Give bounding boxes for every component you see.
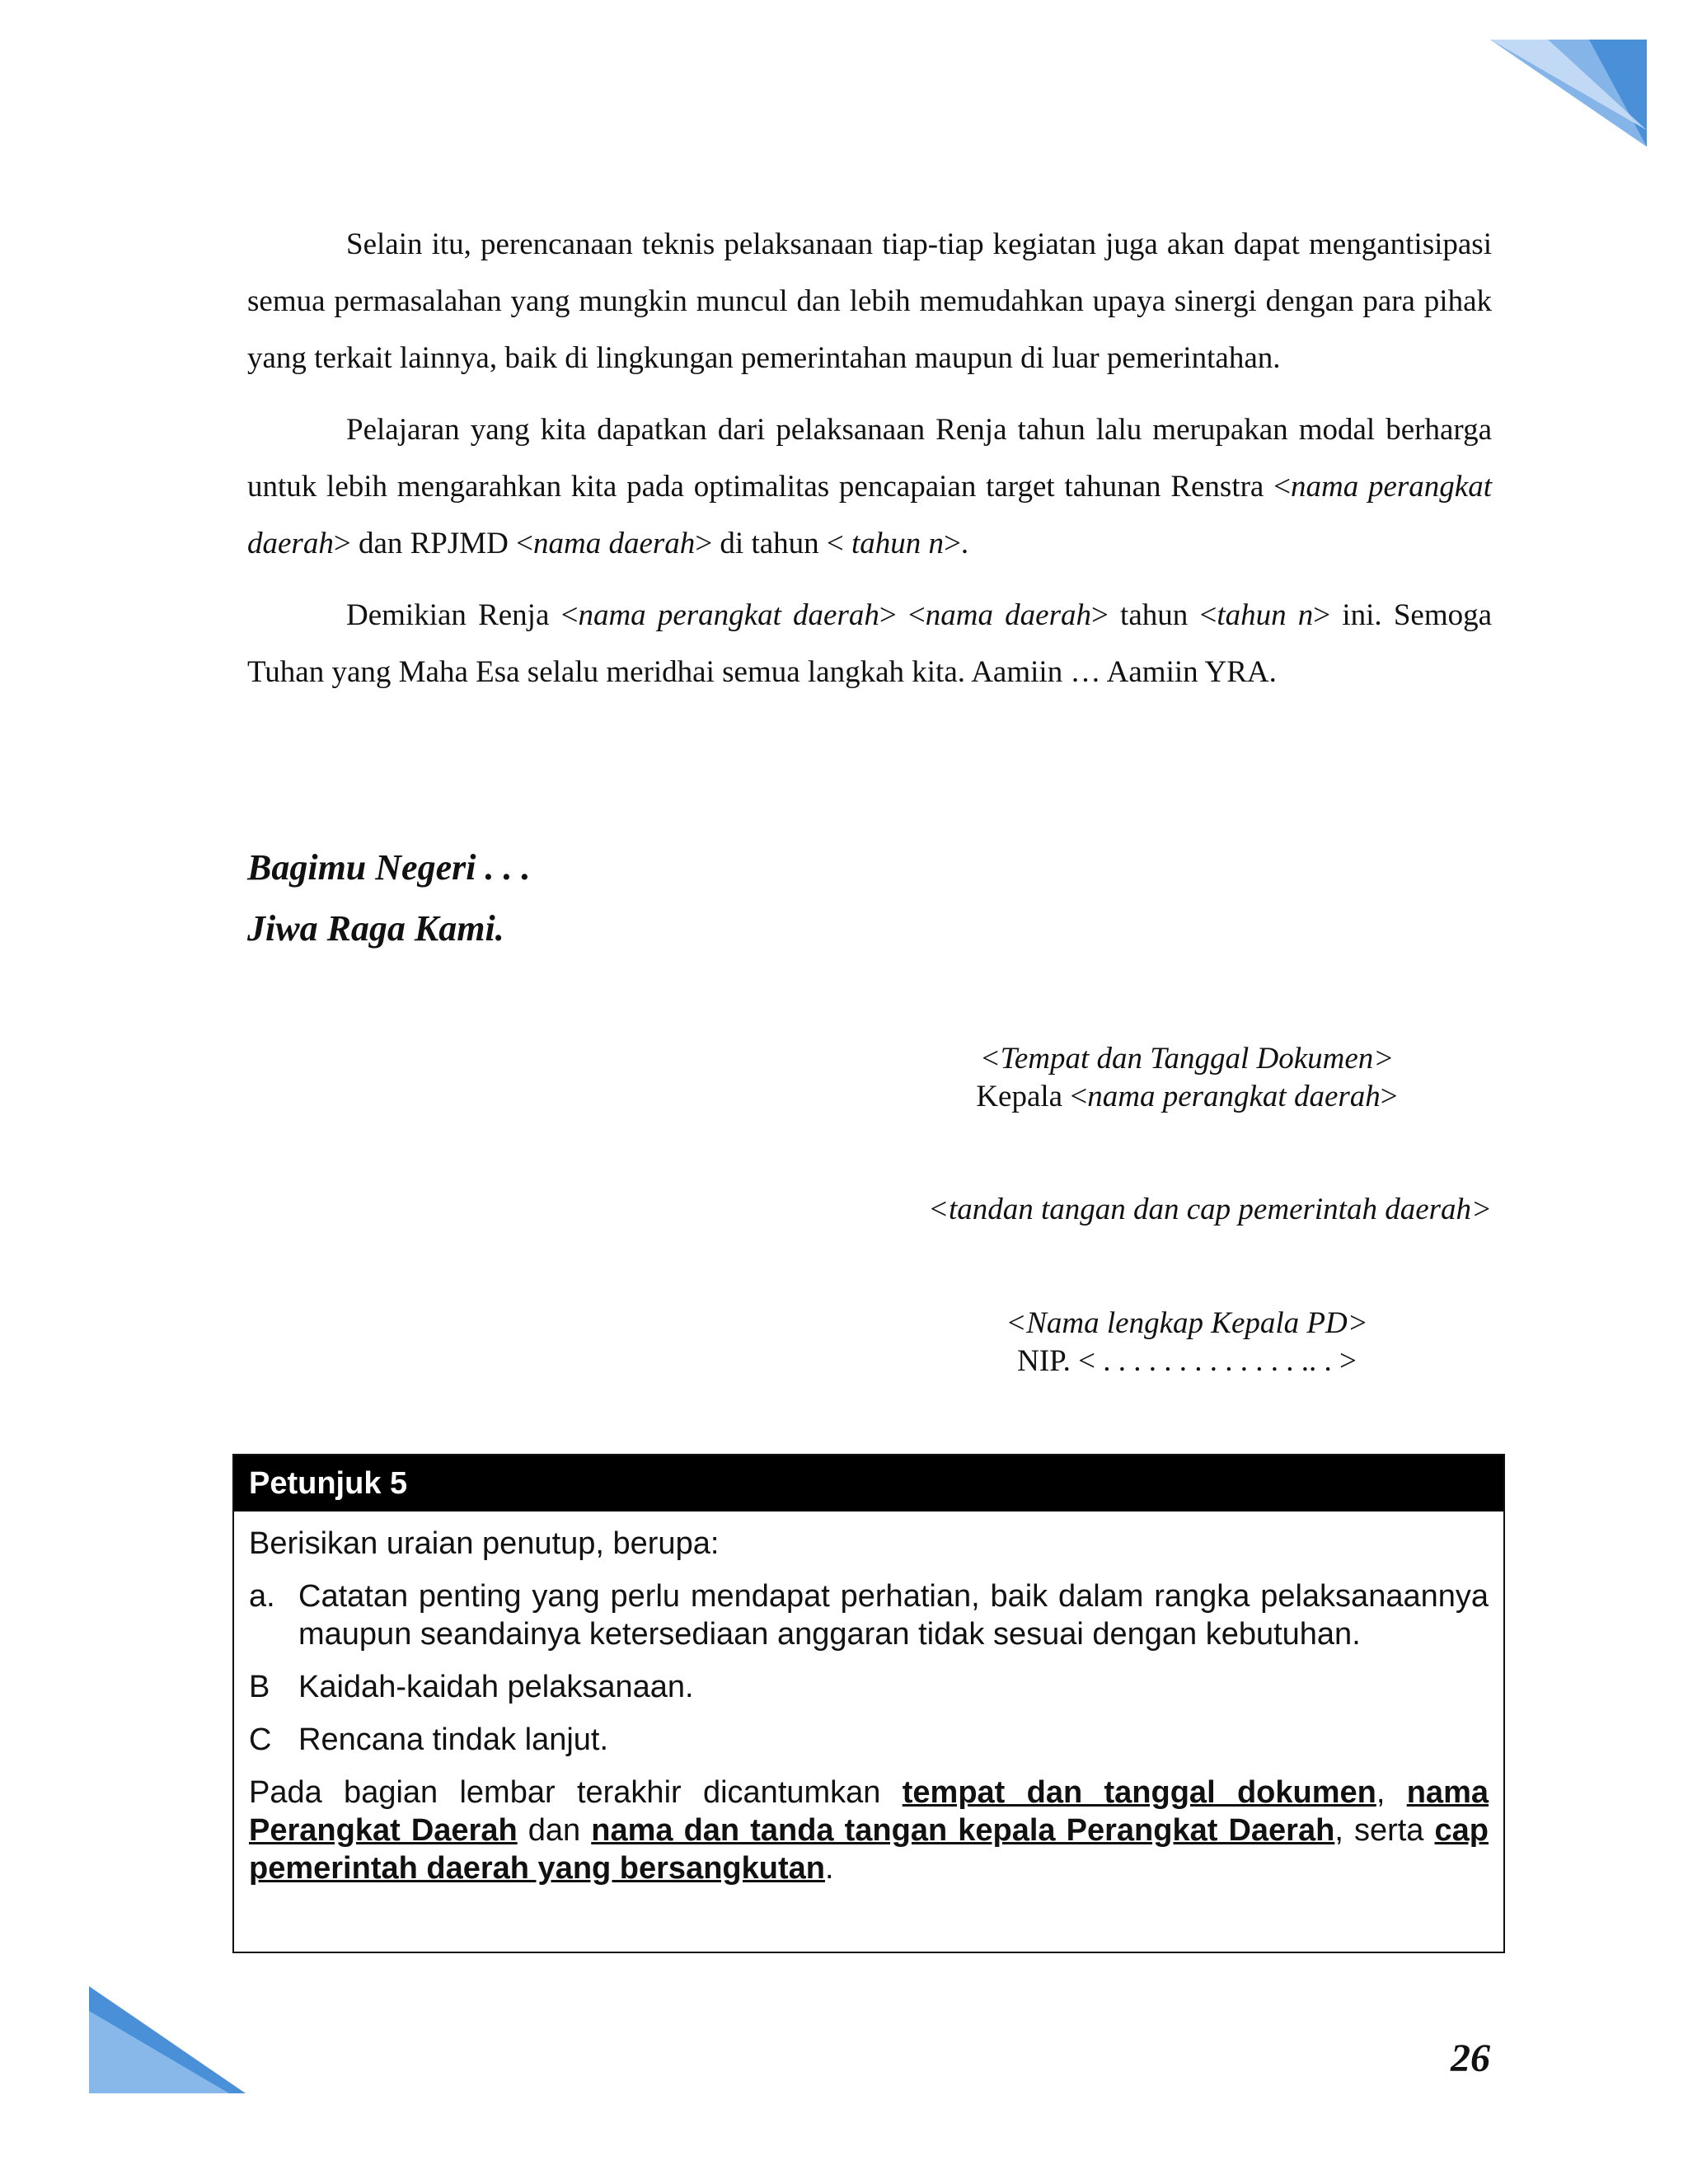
guide-title: Petunjuk 5 bbox=[234, 1455, 1503, 1511]
signature-stamp-placeholder: <tandan tangan dan cap pemerintah daerah> bbox=[927, 1193, 1492, 1226]
guide-intro: Berisikan uraian penutup, berupa: bbox=[249, 1526, 720, 1561]
page-number: 26 bbox=[1451, 2036, 1490, 2080]
head-title: Kepala <nama perangkat daerah> bbox=[976, 1080, 1398, 1113]
body-text bbox=[247, 216, 1492, 715]
list-item bbox=[249, 1668, 1489, 1706]
corner-decoration-bottom-left bbox=[89, 1986, 246, 2093]
signature-place-block bbox=[874, 1040, 1500, 1116]
motto-line-1: Bagimu Negeri . . . bbox=[247, 847, 531, 888]
list-marker: a. bbox=[249, 1579, 275, 1614]
motto-line-2: Jiwa Raga Kami. bbox=[247, 908, 504, 949]
list-text: Rencana tindak lanjut. bbox=[298, 1722, 609, 1757]
signatory-name: <Nama lengkap Kepala PD> bbox=[1006, 1306, 1368, 1340]
list-text: Kaidah-kaidah pelaksanaan. bbox=[298, 1670, 694, 1704]
guide-body bbox=[234, 1511, 1503, 1887]
paragraph-2: Pelajaran yang kita dapatkan dari pelaksanaan Renja tahun lalu merupakan modal berharga untuk lebih mengarahkan kita pada optimalitas pencapaian target tahunan Renstra <nama perangkat daerah> dan RPJMD <nama daerah> di tahun < tahun n>. bbox=[247, 413, 1492, 560]
guide-box bbox=[232, 1454, 1505, 1953]
signatory-nip: NIP. < . . . . . . . . . . . . . .. . > bbox=[1017, 1344, 1357, 1378]
list-item bbox=[249, 1721, 1489, 1759]
list-item bbox=[249, 1577, 1489, 1653]
list-marker: C bbox=[249, 1722, 272, 1757]
paragraph-3: Demikian Renja <nama perangkat daerah> <nama daerah> tahun <tahun n> ini. Semoga Tuhan yang Maha Esa selalu meridhai semua langkah kita. Aamiin … Aamiin YRA. bbox=[247, 598, 1493, 689]
list-marker: B bbox=[249, 1670, 270, 1704]
paragraph-1: Selain itu, perencanaan teknis pelaksanaan tiap-tiap kegiatan juga akan dapat mengantisipasi semua permasalahan yang mungkin muncul dan lebih memudahkan upaya sinergi dengan para pihak yang terkait lainnya, baik di lingkungan pemerintahan maupun di luar pemerintahan. bbox=[247, 227, 1492, 375]
guide-footer: Pada bagian lembar terakhir dicantumkan tempat dan tanggal dokumen, nama Perangkat Daerah dan nama dan tanda tangan kepala Perangkat Daerah, serta cap pemerintah daerah yang bersangkutan. bbox=[249, 1775, 1489, 1886]
corner-decoration-top-right bbox=[1490, 40, 1647, 147]
place-date-placeholder: <Tempat dan Tanggal Dokumen> bbox=[979, 1042, 1395, 1076]
closing-motto bbox=[247, 837, 530, 959]
signatory-block bbox=[874, 1305, 1500, 1380]
list-text: Catatan penting yang perlu mendapat perhatian, baik dalam rangka pelaksanaannya maupun seandainya ketersediaan anggaran tidak sesuai dengan kebutuhan. bbox=[298, 1579, 1489, 1652]
